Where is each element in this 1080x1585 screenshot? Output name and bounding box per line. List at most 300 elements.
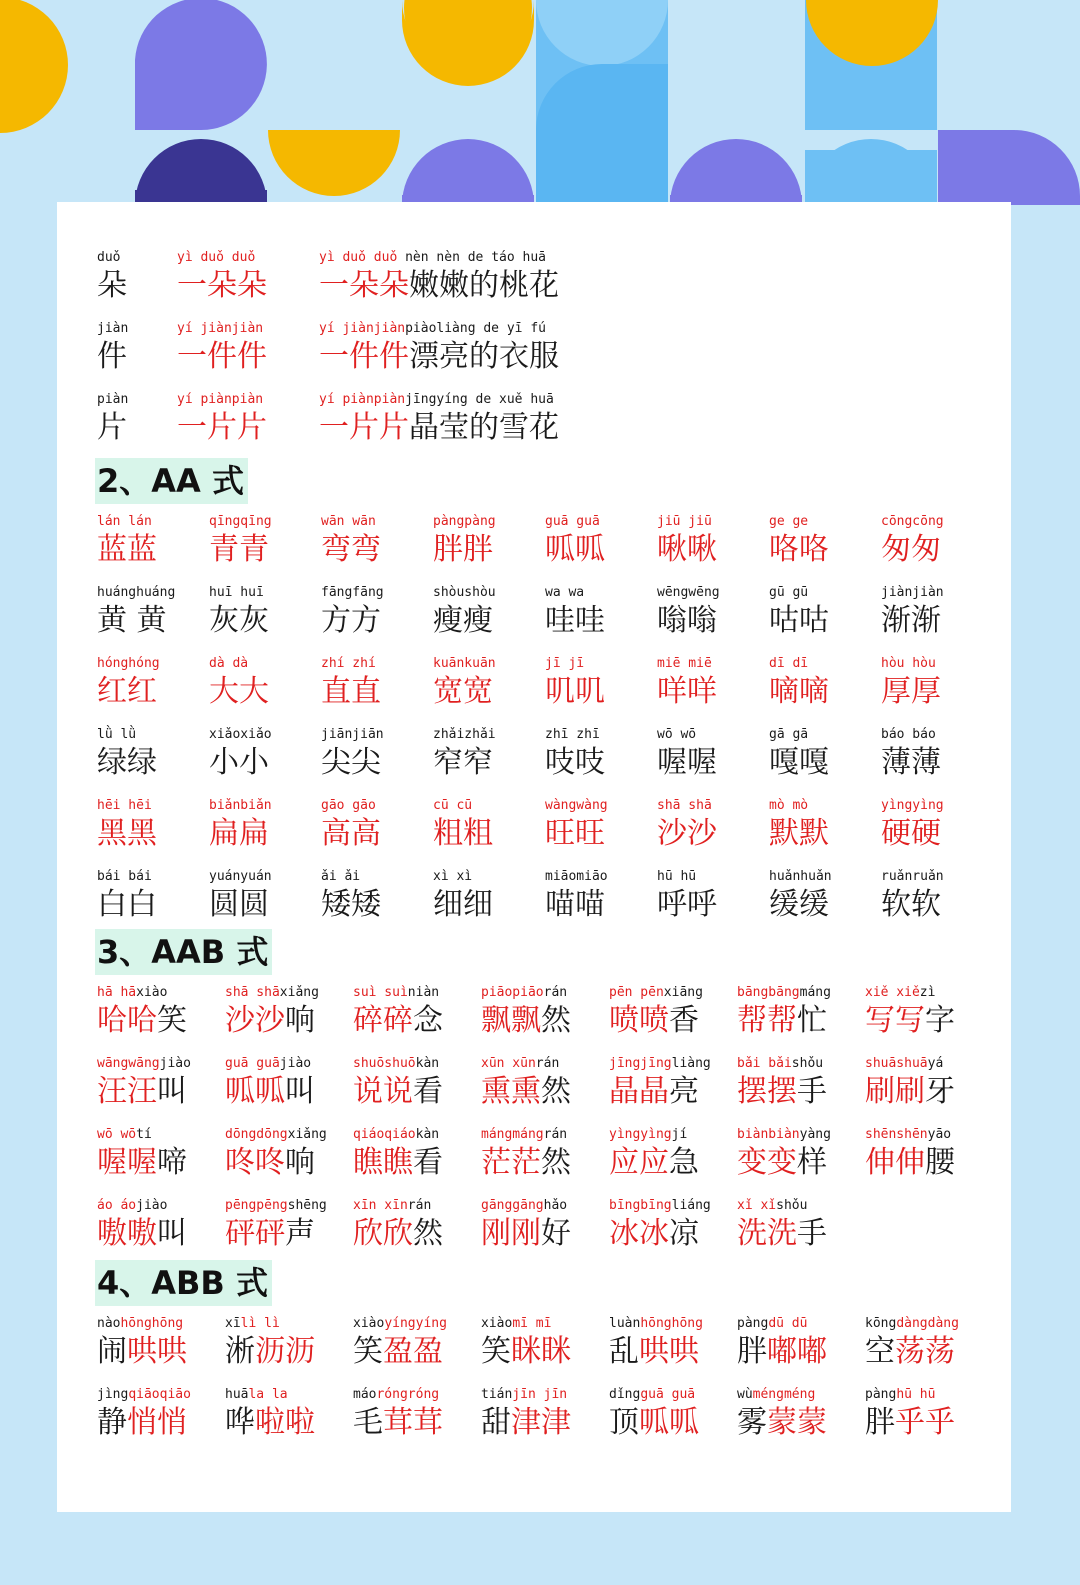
hanzi: 默默	[769, 816, 829, 851]
aa-word	[657, 656, 717, 710]
hanzi: 渐渐	[881, 603, 941, 638]
aa-word	[769, 656, 829, 710]
pinyin-a: yìngyìng	[609, 1127, 672, 1142]
pinyin	[737, 985, 831, 1001]
hanzi	[481, 1145, 571, 1181]
pinyin-a: xūn xūn	[481, 1056, 536, 1071]
aa-word	[881, 869, 944, 923]
hanzi: 软软	[881, 887, 941, 922]
abb-word	[97, 1316, 187, 1370]
pinyin: yuányuán	[209, 869, 272, 884]
pinyin	[353, 1127, 443, 1143]
pinyin	[353, 1316, 447, 1332]
hanzi	[481, 1334, 571, 1370]
aa-word	[209, 869, 272, 923]
measure-word	[97, 250, 127, 304]
pinyin: jiū jiū	[657, 514, 712, 529]
pinyin: huǎnhuǎn	[769, 869, 832, 884]
hanzi	[225, 1145, 327, 1181]
pinyin-a: pàng	[865, 1387, 897, 1402]
pinyin: cōngcōng	[881, 514, 944, 529]
aa-word	[97, 869, 157, 923]
hanzi: 咩咩	[657, 674, 717, 709]
aa-word	[545, 798, 608, 852]
hanzi-a: 碎碎	[353, 1003, 413, 1038]
pinyin-a: pēngpēng	[225, 1198, 288, 1213]
pinyin-b: xiǎng	[279, 985, 319, 1000]
pinyin-a: biànbiàn	[737, 1127, 800, 1142]
pinyin: wàngwàng	[545, 798, 608, 813]
hanzi: 一朵朵	[177, 268, 267, 303]
pinyin	[481, 1316, 571, 1332]
pinyin	[609, 1056, 711, 1072]
aab-word	[225, 1198, 327, 1252]
aab-word	[481, 985, 571, 1039]
hanzi	[353, 1074, 443, 1110]
hanzi	[609, 1145, 699, 1181]
hanzi-a: 写写	[865, 1003, 925, 1038]
pinyin: duǒ	[97, 250, 121, 265]
hanzi-b: 呱呱	[639, 1405, 699, 1440]
pinyin-a: qiáoqiáo	[353, 1127, 416, 1142]
example-phrase	[319, 250, 559, 304]
pinyin: dī dī	[769, 656, 809, 671]
pinyin-b: liàng	[671, 1056, 711, 1071]
hanzi-b: 叫	[157, 1216, 187, 1251]
pinyin-a: piāopiāo	[481, 985, 544, 1000]
pinyin-b: yíngyíng	[384, 1316, 447, 1331]
hanzi: 扁扁	[209, 816, 269, 851]
hanzi-a: 喷喷	[609, 1003, 669, 1038]
aa-word	[97, 585, 175, 639]
aa-word	[321, 727, 384, 781]
pinyin-red: yí jiànjiàn	[319, 321, 406, 336]
pinyin-b: hōnghōng	[640, 1316, 703, 1331]
aa-word	[433, 727, 496, 781]
aa-word	[433, 514, 496, 568]
pinyin	[225, 1198, 327, 1214]
pinyin-b: xiào	[136, 985, 168, 1000]
aa-word	[209, 727, 272, 781]
hanzi-a: 胖	[737, 1334, 767, 1369]
hanzi: 瘦瘦	[433, 603, 493, 638]
hanzi: 沙沙	[657, 816, 717, 851]
hanzi: 弯弯	[321, 532, 381, 567]
pinyin-a: xiào	[481, 1316, 513, 1331]
hanzi-a: 顶	[609, 1405, 639, 1440]
aa-word	[209, 798, 272, 852]
pinyin-a: xiào	[353, 1316, 385, 1331]
hanzi-a: 呱呱	[225, 1074, 285, 1109]
hanzi-b: 牙	[925, 1074, 955, 1109]
hanzi-b: 啦啦	[255, 1405, 315, 1440]
aa-word	[769, 514, 829, 568]
pinyin	[865, 1127, 955, 1143]
aa-word	[881, 798, 944, 852]
hanzi	[609, 1405, 699, 1441]
hanzi-b: 然	[541, 1145, 571, 1180]
pinyin: hòu hòu	[881, 656, 936, 671]
aab-word	[865, 1127, 955, 1181]
pinyin-a: bīngbīng	[609, 1198, 672, 1213]
pinyin-b: jiào	[159, 1056, 191, 1071]
pinyin	[609, 1127, 699, 1143]
hanzi-a: 刚刚	[481, 1216, 541, 1251]
pinyin: kuānkuān	[433, 656, 496, 671]
hanzi: 蓝蓝	[97, 532, 157, 567]
aab-word	[609, 985, 703, 1039]
hanzi	[97, 1145, 187, 1181]
pinyin	[865, 1056, 955, 1072]
pinyin	[319, 321, 559, 337]
abb-word	[865, 1387, 955, 1441]
pinyin-a: xǐ xǐ	[737, 1198, 777, 1213]
hanzi-a: 熏熏	[481, 1074, 541, 1109]
pinyin-a: xiě xiě	[865, 985, 920, 1000]
hanzi	[353, 1145, 443, 1181]
hanzi	[353, 1216, 443, 1252]
hanzi: 件	[97, 339, 127, 374]
abb-word	[737, 1387, 827, 1441]
pinyin-b: jí	[671, 1127, 688, 1142]
hanzi: 厚厚	[881, 674, 941, 709]
pinyin: shòushòu	[433, 585, 496, 600]
decorative-banner	[0, 0, 1080, 205]
pinyin	[865, 1316, 959, 1332]
hanzi-a: 乱	[609, 1334, 639, 1369]
hanzi: 细细	[433, 887, 493, 922]
aab-word	[353, 1198, 443, 1252]
hanzi	[97, 1405, 191, 1441]
aa-word	[881, 585, 944, 639]
hanzi: 直直	[321, 674, 381, 709]
aa-word	[545, 585, 605, 639]
pinyin: wān wān	[321, 514, 376, 529]
pinyin	[353, 985, 443, 1001]
aab-word	[225, 1127, 327, 1181]
pinyin	[353, 1198, 443, 1214]
hanzi-b: 亮	[669, 1074, 699, 1109]
hanzi	[865, 1145, 955, 1181]
aa-word	[545, 514, 605, 568]
hanzi	[353, 1405, 443, 1441]
pinyin: zhǎizhǎi	[433, 727, 496, 742]
pinyin-a: guā guā	[225, 1056, 280, 1071]
hanzi-a: 空	[865, 1334, 895, 1369]
aab-word	[609, 1056, 711, 1110]
hanzi: 红红	[97, 674, 157, 709]
hanzi: 嗡嗡	[657, 603, 717, 638]
pinyin	[481, 1198, 571, 1214]
pinyin	[225, 1387, 315, 1403]
pinyin-a: shuāshuā	[865, 1056, 928, 1071]
pinyin: hónghóng	[97, 656, 160, 671]
measure-word-reduplicated	[177, 392, 267, 446]
hanzi-black: 嫩嫩的桃花	[409, 268, 559, 303]
pinyin: ge ge	[769, 514, 809, 529]
hanzi-b: 啼	[157, 1145, 187, 1180]
heading-aa: 2、AA 式	[95, 458, 248, 504]
hanzi	[225, 1216, 327, 1252]
pinyin: yìngyìng	[881, 798, 944, 813]
pinyin-b: mī mī	[512, 1316, 552, 1331]
aab-word	[97, 1056, 191, 1110]
pinyin: ǎi ǎi	[321, 869, 361, 884]
example-phrase	[319, 392, 559, 446]
pinyin	[481, 985, 571, 1001]
hanzi-b: 然	[541, 1003, 571, 1038]
abb-word	[481, 1316, 571, 1370]
pinyin-b: kàn	[415, 1127, 440, 1142]
pinyin-red: yí piànpiàn	[319, 392, 406, 407]
pinyin: xiǎoxiǎo	[209, 727, 272, 742]
aa-word	[97, 656, 160, 710]
aa-word	[769, 798, 829, 852]
aa-word	[321, 585, 384, 639]
pinyin-b: lì lì	[240, 1316, 280, 1331]
aa-word	[433, 869, 493, 923]
hanzi-red: 一朵朵	[319, 268, 409, 303]
pinyin: shā shā	[657, 798, 712, 813]
hanzi-black: 漂亮的衣服	[409, 339, 559, 374]
hanzi-red: 一片片	[319, 410, 409, 445]
aa-word	[657, 727, 717, 781]
hanzi-b: 看	[413, 1074, 443, 1109]
pinyin-b: rán	[543, 985, 568, 1000]
hanzi: 绿绿	[97, 745, 157, 780]
aa-word	[321, 869, 381, 923]
pinyin-a: suì suì	[353, 985, 408, 1000]
hanzi	[319, 268, 559, 304]
pinyin: wō wō	[657, 727, 697, 742]
example-phrase	[319, 321, 559, 375]
pinyin: gā gā	[769, 727, 809, 742]
pinyin-b: xiāng	[663, 985, 703, 1000]
pinyin	[97, 1056, 191, 1072]
hanzi-b: 悄悄	[127, 1405, 187, 1440]
hanzi: 薄薄	[881, 745, 941, 780]
hanzi	[737, 1074, 827, 1110]
hanzi: 窄窄	[433, 745, 493, 780]
pinyin: báo báo	[881, 727, 936, 742]
aab-word	[737, 1127, 831, 1181]
pinyin-b: liáng	[671, 1198, 711, 1213]
pinyin-b: rán	[535, 1056, 560, 1071]
aa-word	[433, 656, 496, 710]
hanzi	[97, 1003, 187, 1039]
hanzi: 咕咕	[769, 603, 829, 638]
pinyin	[737, 1127, 831, 1143]
pinyin: qīngqīng	[209, 514, 272, 529]
aab-word	[865, 985, 955, 1039]
hanzi: 哇哇	[545, 603, 605, 638]
hanzi-a: 砰砰	[225, 1216, 285, 1251]
abb-word	[865, 1316, 959, 1370]
hanzi: 圆圆	[209, 887, 269, 922]
hanzi	[225, 1405, 315, 1441]
pinyin-b: róngróng	[376, 1387, 440, 1402]
hanzi: 匆匆	[881, 532, 941, 567]
pinyin-b: dàngdàng	[896, 1316, 959, 1331]
hanzi: 旺旺	[545, 816, 605, 851]
aab-word	[225, 985, 319, 1039]
pinyin	[97, 1127, 187, 1143]
aab-word	[865, 1056, 955, 1110]
pinyin-a: wù	[737, 1387, 753, 1402]
aa-word	[433, 798, 493, 852]
pinyin-a: luàn	[609, 1316, 641, 1331]
pinyin: hēi hēi	[97, 798, 152, 813]
aab-word	[481, 1056, 571, 1110]
hanzi-red: 一件件	[319, 339, 409, 374]
hanzi: 吱吱	[545, 745, 605, 780]
aa-word	[209, 656, 269, 710]
abb-word	[353, 1316, 447, 1370]
aa-word	[657, 585, 720, 639]
hanzi: 灰灰	[209, 603, 269, 638]
hanzi-b: 蒙蒙	[767, 1405, 827, 1440]
pinyin: gāo gāo	[321, 798, 376, 813]
pinyin	[353, 1387, 443, 1403]
pinyin: zhī zhī	[545, 727, 600, 742]
pinyin: xì xì	[433, 869, 473, 884]
pinyin-a: hā hā	[97, 985, 137, 1000]
pinyin	[609, 985, 703, 1001]
hanzi-a: 冰冰	[609, 1216, 669, 1251]
pinyin: huánghuáng	[97, 585, 176, 600]
pinyin-b: tí	[136, 1127, 152, 1142]
pinyin-a: xīn xīn	[353, 1198, 408, 1213]
pinyin-b: shǒu	[776, 1198, 808, 1213]
aa-word	[881, 656, 941, 710]
hanzi	[97, 1074, 191, 1110]
hanzi: 尖尖	[321, 745, 381, 780]
pinyin-b: kàn	[415, 1056, 440, 1071]
hanzi: 方方	[321, 603, 381, 638]
pinyin-b: shēng	[287, 1198, 327, 1213]
pinyin: cū cū	[433, 798, 473, 813]
pinyin-a: pàng	[737, 1316, 769, 1331]
abb-word	[353, 1387, 443, 1441]
pinyin	[97, 1316, 187, 1332]
pinyin	[225, 1056, 315, 1072]
pinyin-a: kōng	[865, 1316, 897, 1331]
hanzi-b: 响	[285, 1145, 315, 1180]
pinyin-a: dǐng	[609, 1387, 641, 1402]
pinyin	[609, 1198, 711, 1214]
hanzi	[481, 1074, 571, 1110]
hanzi: 白白	[97, 887, 157, 922]
pinyin-a: tián	[481, 1387, 513, 1402]
aa-word	[433, 585, 496, 639]
abb-word	[225, 1316, 315, 1370]
pinyin-a: huā	[225, 1387, 249, 1402]
hanzi	[737, 1145, 831, 1181]
aab-word	[609, 1127, 699, 1181]
hanzi: 喔喔	[657, 745, 717, 780]
hanzi-b: 津津	[511, 1405, 571, 1440]
hanzi-a: 应应	[609, 1145, 669, 1180]
aab-word	[353, 1056, 443, 1110]
pinyin: jiànjiàn	[881, 585, 944, 600]
measure-word	[97, 321, 128, 375]
pinyin-b: guā guā	[640, 1387, 696, 1402]
hanzi: 咯咯	[769, 532, 829, 567]
hanzi: 片	[97, 410, 127, 445]
abb-word	[609, 1387, 699, 1441]
hanzi: 矮矮	[321, 887, 381, 922]
measure-word	[97, 392, 128, 446]
pinyin-black: jīngyíng de xuě huā	[405, 392, 554, 407]
pinyin: pàngpàng	[433, 514, 496, 529]
hanzi-a: 嗷嗷	[97, 1216, 157, 1251]
hanzi-a: 胖	[865, 1405, 895, 1440]
geometric-shapes-illustration	[0, 0, 1080, 205]
pinyin-a: bāngbāng	[737, 985, 800, 1000]
hanzi-b: 声	[285, 1216, 315, 1251]
measure-word-reduplicated	[177, 250, 267, 304]
aa-word	[545, 727, 605, 781]
aa-word	[769, 727, 829, 781]
hanzi: 黄 黄	[97, 603, 167, 638]
hanzi: 喵喵	[545, 887, 605, 922]
hanzi: 粗粗	[433, 816, 493, 851]
pinyin: lán lán	[97, 514, 152, 529]
aab-word	[737, 985, 831, 1039]
aab-word	[481, 1127, 571, 1181]
aa-word	[209, 514, 272, 568]
pinyin-a: shēnshēn	[865, 1127, 928, 1142]
hanzi-b: 哄哄	[127, 1334, 187, 1369]
pinyin-a: wō wō	[97, 1127, 137, 1142]
hanzi-a: 欣欣	[353, 1216, 413, 1251]
pinyin-b: jiào	[279, 1056, 312, 1071]
hanzi: 胖胖	[433, 532, 493, 567]
pinyin: huī huī	[209, 585, 264, 600]
pinyin	[225, 1316, 315, 1332]
hanzi-b: 手	[797, 1074, 827, 1109]
measure-word-section	[97, 250, 977, 463]
pinyin-b: méngméng	[752, 1387, 816, 1402]
hanzi-a: 哈哈	[97, 1003, 157, 1038]
pinyin	[737, 1056, 827, 1072]
hanzi-b: 然	[541, 1074, 571, 1109]
hanzi	[609, 1216, 711, 1252]
hanzi	[481, 1405, 571, 1441]
pinyin	[97, 1198, 187, 1214]
pinyin-b: dū dū	[768, 1316, 808, 1331]
aab-word	[353, 1127, 443, 1181]
hanzi-a: 笑	[353, 1334, 383, 1369]
pinyin: lǜ lǜ	[97, 727, 137, 742]
pinyin-a: xī	[225, 1316, 241, 1331]
pinyin-b: hōnghōng	[120, 1316, 184, 1331]
hanzi: 嘀嘀	[769, 674, 829, 709]
pinyin: piàn	[97, 392, 129, 407]
hanzi-b: 好	[541, 1216, 571, 1251]
hanzi-a: 淅	[225, 1334, 255, 1369]
pinyin-b: rán	[407, 1198, 432, 1213]
pinyin-b: la la	[248, 1387, 288, 1402]
abb-word	[737, 1316, 827, 1370]
hanzi-b: 盈盈	[383, 1334, 443, 1369]
pinyin	[97, 1387, 191, 1403]
hanzi-a: 茫茫	[481, 1145, 541, 1180]
hanzi	[225, 1003, 319, 1039]
pinyin-b: yāo	[927, 1127, 952, 1142]
pinyin-b: zì	[919, 985, 936, 1000]
hanzi: 朵	[97, 268, 127, 303]
